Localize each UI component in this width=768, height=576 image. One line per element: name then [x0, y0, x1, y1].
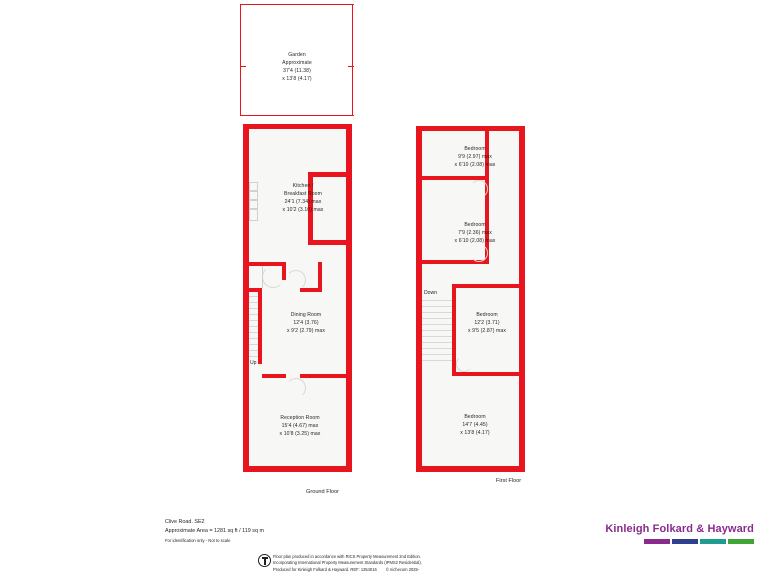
disclaimer-ref: Produced for Kinleigh Folkard & Hayward. REF: 1354016	[273, 566, 377, 572]
room-label-reception: Reception Room 15'4 (4.67) max x 10'8 (3.25) max	[279, 415, 321, 437]
footer-details	[165, 518, 264, 544]
ff-window-bed2-left	[416, 206, 422, 209]
door-arc-bedroom-3	[456, 356, 472, 372]
identification-note: For identification only - Not to scale	[165, 537, 231, 543]
door-arc-bedroom-2	[470, 244, 488, 262]
disclaimer-line-2: Incorporating International Property Measurement Standards (IPMS2 Residential).	[273, 560, 422, 566]
room-label-bedroom-3: Bedroom 12'2 (3.71) x 9'5 (2.87) max	[468, 312, 506, 334]
ff-wall-bed3-top	[452, 284, 525, 288]
room-label-bedroom-2: Bedroom 7'9 (2.36) max x 6'10 (2.08) max	[454, 222, 496, 244]
gf-wall-reception-top	[262, 374, 286, 378]
room-label-dining: Dining Room 12'4 (3.76) x 9'2 (2.79) max	[287, 312, 325, 334]
floor-label-first: First Floor	[496, 478, 522, 484]
gf-window-bay-bottom-3	[328, 466, 342, 472]
door-arc-reception	[286, 378, 306, 398]
door-leaf-kitchen	[262, 266, 263, 288]
gf-window-reception-left	[243, 404, 249, 407]
gf-wall-right-upper	[346, 124, 352, 472]
brand-swatches	[642, 539, 754, 544]
door-arc-dining-top	[286, 270, 306, 290]
door-arc-bedroom-1	[470, 180, 488, 198]
room-label-kitchen: Kitchen / Breakfast Room 24'1 (7.34) max x 10'2 (3.10) max	[282, 183, 324, 213]
garden-dim-tick-left	[240, 66, 246, 67]
gf-wall-top	[243, 124, 352, 129]
kitchen-unit-1	[249, 182, 258, 191]
disclaimer-text	[273, 554, 422, 573]
kitchen-unit-2	[249, 191, 258, 200]
room-label-garden: Garden Approximate 37'4 (11.38) x 13'8 (4.17)	[282, 52, 312, 82]
garden-dim-tick-right	[348, 66, 354, 67]
ff-window-bed1-top	[448, 126, 466, 131]
disclaimer-line-3	[273, 567, 422, 573]
copyright: © nichecom 2025-	[385, 566, 420, 572]
gf-wall-kitchen-divider	[248, 262, 286, 266]
brand-name: Kinleigh Folkard & Hayward	[605, 523, 754, 535]
gf-wall-reception-top2	[300, 374, 346, 378]
property-address: Clive Road. SE2	[165, 519, 205, 525]
brand-swatch-4	[728, 539, 754, 544]
stair-direction-down: Down	[424, 290, 438, 296]
garden-wall-right	[352, 4, 353, 116]
gf-wall-stair-right	[258, 292, 262, 364]
garden-wall-left	[240, 4, 241, 116]
property-area: Approximate Area = 1281 sq ft / 119 sq m	[165, 528, 264, 535]
gf-window-bay-bottom-1	[272, 466, 286, 472]
garden-wall-bottom	[240, 115, 354, 116]
gf-wall-dining-top2	[300, 288, 322, 292]
ff-wall-bed3-bottom	[452, 372, 525, 376]
disclaimer-line-1: Floor plan produced in accordance with RICS Property Measurement 2nd Edition.	[273, 554, 421, 559]
room-label-bedroom-1: Bedroom 9'9 (2.97) max x 6'10 (2.08) max	[454, 146, 496, 168]
door-arc-kitchen	[262, 266, 284, 288]
stair-direction-up: Up	[250, 360, 257, 366]
gf-wall-kitchen-step-c	[308, 240, 346, 245]
room-label-bedroom-4: Bedroom 14'7 (4.45) x 13'8 (4.17)	[460, 414, 490, 436]
rics-icon	[258, 554, 271, 567]
ff-wall-top	[416, 126, 525, 131]
brand-swatch-3	[700, 539, 726, 544]
gf-staircase	[249, 296, 258, 360]
brand-swatch-1	[644, 539, 670, 544]
floor-label-ground: Ground Floor	[306, 489, 339, 495]
kitchen-sink	[249, 209, 258, 221]
brand-swatch-2	[672, 539, 698, 544]
ff-window-bed4-bottom-2	[466, 466, 482, 472]
gf-window-bay-bottom-2	[300, 466, 314, 472]
ff-window-bed4-bottom-1	[438, 466, 454, 472]
garden-wall-top	[240, 4, 354, 5]
ff-window-bed4-left	[416, 418, 422, 421]
ff-window-bed4-bottom-3	[494, 466, 510, 472]
kitchen-unit-3	[249, 200, 258, 209]
ff-wall-right	[519, 126, 525, 472]
